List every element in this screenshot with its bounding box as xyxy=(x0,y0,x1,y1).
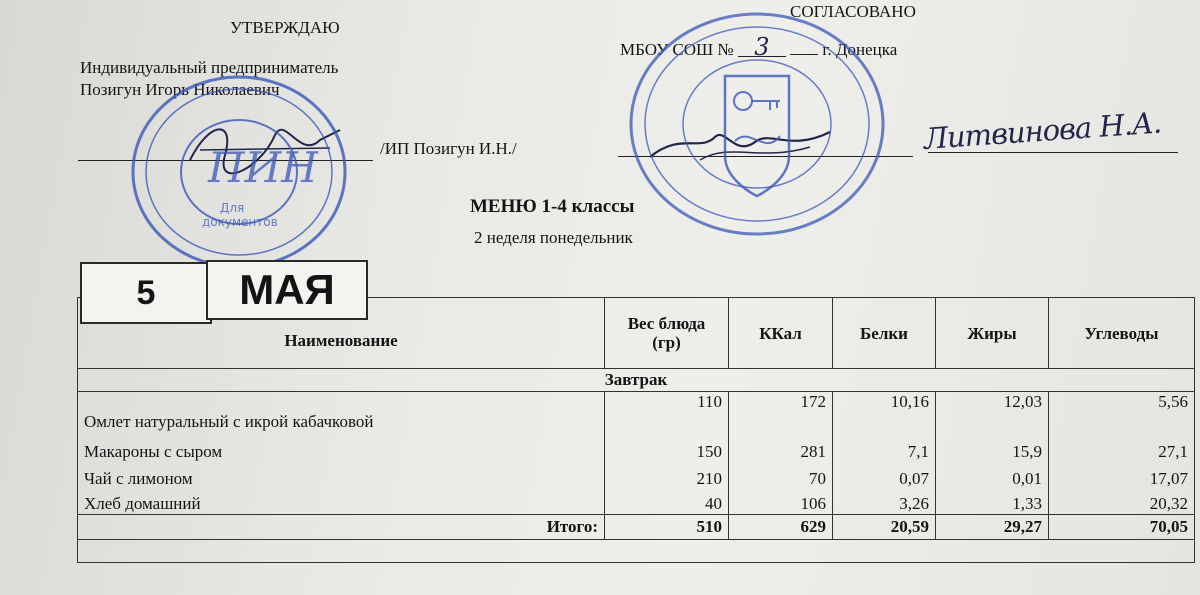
header-protein: Белки xyxy=(833,298,936,369)
date-month-box xyxy=(206,260,368,320)
total-carbs: 70,05 xyxy=(1049,515,1195,540)
total-row xyxy=(78,515,1195,540)
section-breakfast: Завтрак xyxy=(78,369,1195,392)
agreement-org-prefix: МБОУ СОШ № xyxy=(620,40,734,59)
dish-carbs: 20,32 xyxy=(1049,489,1195,515)
svg-text:ПИН: ПИН xyxy=(208,143,318,192)
agreement-name-underline xyxy=(928,152,1178,153)
dish-weight: 110 xyxy=(605,392,729,432)
agreement-heading: СОГЛАСОВАНО xyxy=(790,2,916,21)
table-row xyxy=(78,392,1195,432)
approval-signature-caption: /ИП Позигун И.Н./ xyxy=(380,139,517,158)
dish-protein: 0,07 xyxy=(833,462,936,489)
agreement-signature: Литвинова Н.А. xyxy=(922,105,1162,156)
header-kcal: ККал xyxy=(729,298,833,369)
dish-weight: 150 xyxy=(605,432,729,462)
table-row xyxy=(78,489,1195,515)
blank-row xyxy=(78,540,1195,563)
approval-heading: УТВЕРЖДАЮ xyxy=(230,18,340,37)
dish-carbs: 27,1 xyxy=(1049,432,1195,462)
dish-weight: 40 xyxy=(605,489,729,515)
dish-protein: 3,26 xyxy=(833,489,936,515)
date-day: 5 xyxy=(136,273,156,312)
menu-title: МЕНЮ 1-4 классы xyxy=(470,196,635,217)
table-row xyxy=(78,432,1195,462)
total-weight: 510 xyxy=(605,515,729,540)
header-carbs: Углеводы xyxy=(1049,298,1195,369)
menu-subtitle: 2 неделя понедельник xyxy=(474,228,633,247)
header-weight-line2: (гр) xyxy=(652,333,681,352)
dish-name: Макароны с сыром xyxy=(78,432,605,462)
ip-seal-icon xyxy=(128,72,350,272)
school-seal-icon xyxy=(625,6,889,246)
approval-line-2: Позигун Игорь Николаевич xyxy=(80,80,280,99)
total-protein: 20,59 xyxy=(833,515,936,540)
dish-kcal: 106 xyxy=(729,489,833,515)
dish-carbs: 5,56 xyxy=(1049,392,1195,432)
svg-text:документов: документов xyxy=(202,215,278,229)
header-name: Наименование xyxy=(78,298,605,369)
dish-fat: 12,03 xyxy=(936,392,1049,432)
dish-fat: 15,9 xyxy=(936,432,1049,462)
header-weight-line1: Вес блюда xyxy=(627,314,706,333)
date-month: МАЯ xyxy=(239,266,335,313)
dish-protein: 10,16 xyxy=(833,392,936,432)
dish-carbs: 17,07 xyxy=(1049,462,1195,489)
dish-name: Омлет натуральный с икрой кабачковой xyxy=(78,392,605,432)
total-kcal: 629 xyxy=(729,515,833,540)
dish-kcal: 281 xyxy=(729,432,833,462)
dish-kcal: 172 xyxy=(729,392,833,432)
dish-kcal: 70 xyxy=(729,462,833,489)
svg-text:Для: Для xyxy=(220,201,245,215)
dish-name: Чай с лимоном xyxy=(78,462,605,489)
dish-fat: 1,33 xyxy=(936,489,1049,515)
menu-table xyxy=(77,297,1195,563)
dish-weight: 210 xyxy=(605,462,729,489)
total-label: Итого: xyxy=(78,515,605,540)
total-fat: 29,27 xyxy=(936,515,1049,540)
dish-protein: 7,1 xyxy=(833,432,936,462)
dish-name: Хлеб домашний xyxy=(78,489,605,515)
blank-cell xyxy=(78,540,1195,563)
header-weight xyxy=(605,298,729,369)
date-day-box xyxy=(80,262,212,324)
table-row xyxy=(78,462,1195,489)
header-fat: Жиры xyxy=(936,298,1049,369)
dish-fat: 0,01 xyxy=(936,462,1049,489)
section-row xyxy=(78,369,1195,392)
agreement-school-number: 3 xyxy=(738,38,786,57)
approval-line-1: Индивидуальный предприниматель xyxy=(80,58,339,77)
agreement-org-suffix: г. Донецка xyxy=(822,40,898,59)
